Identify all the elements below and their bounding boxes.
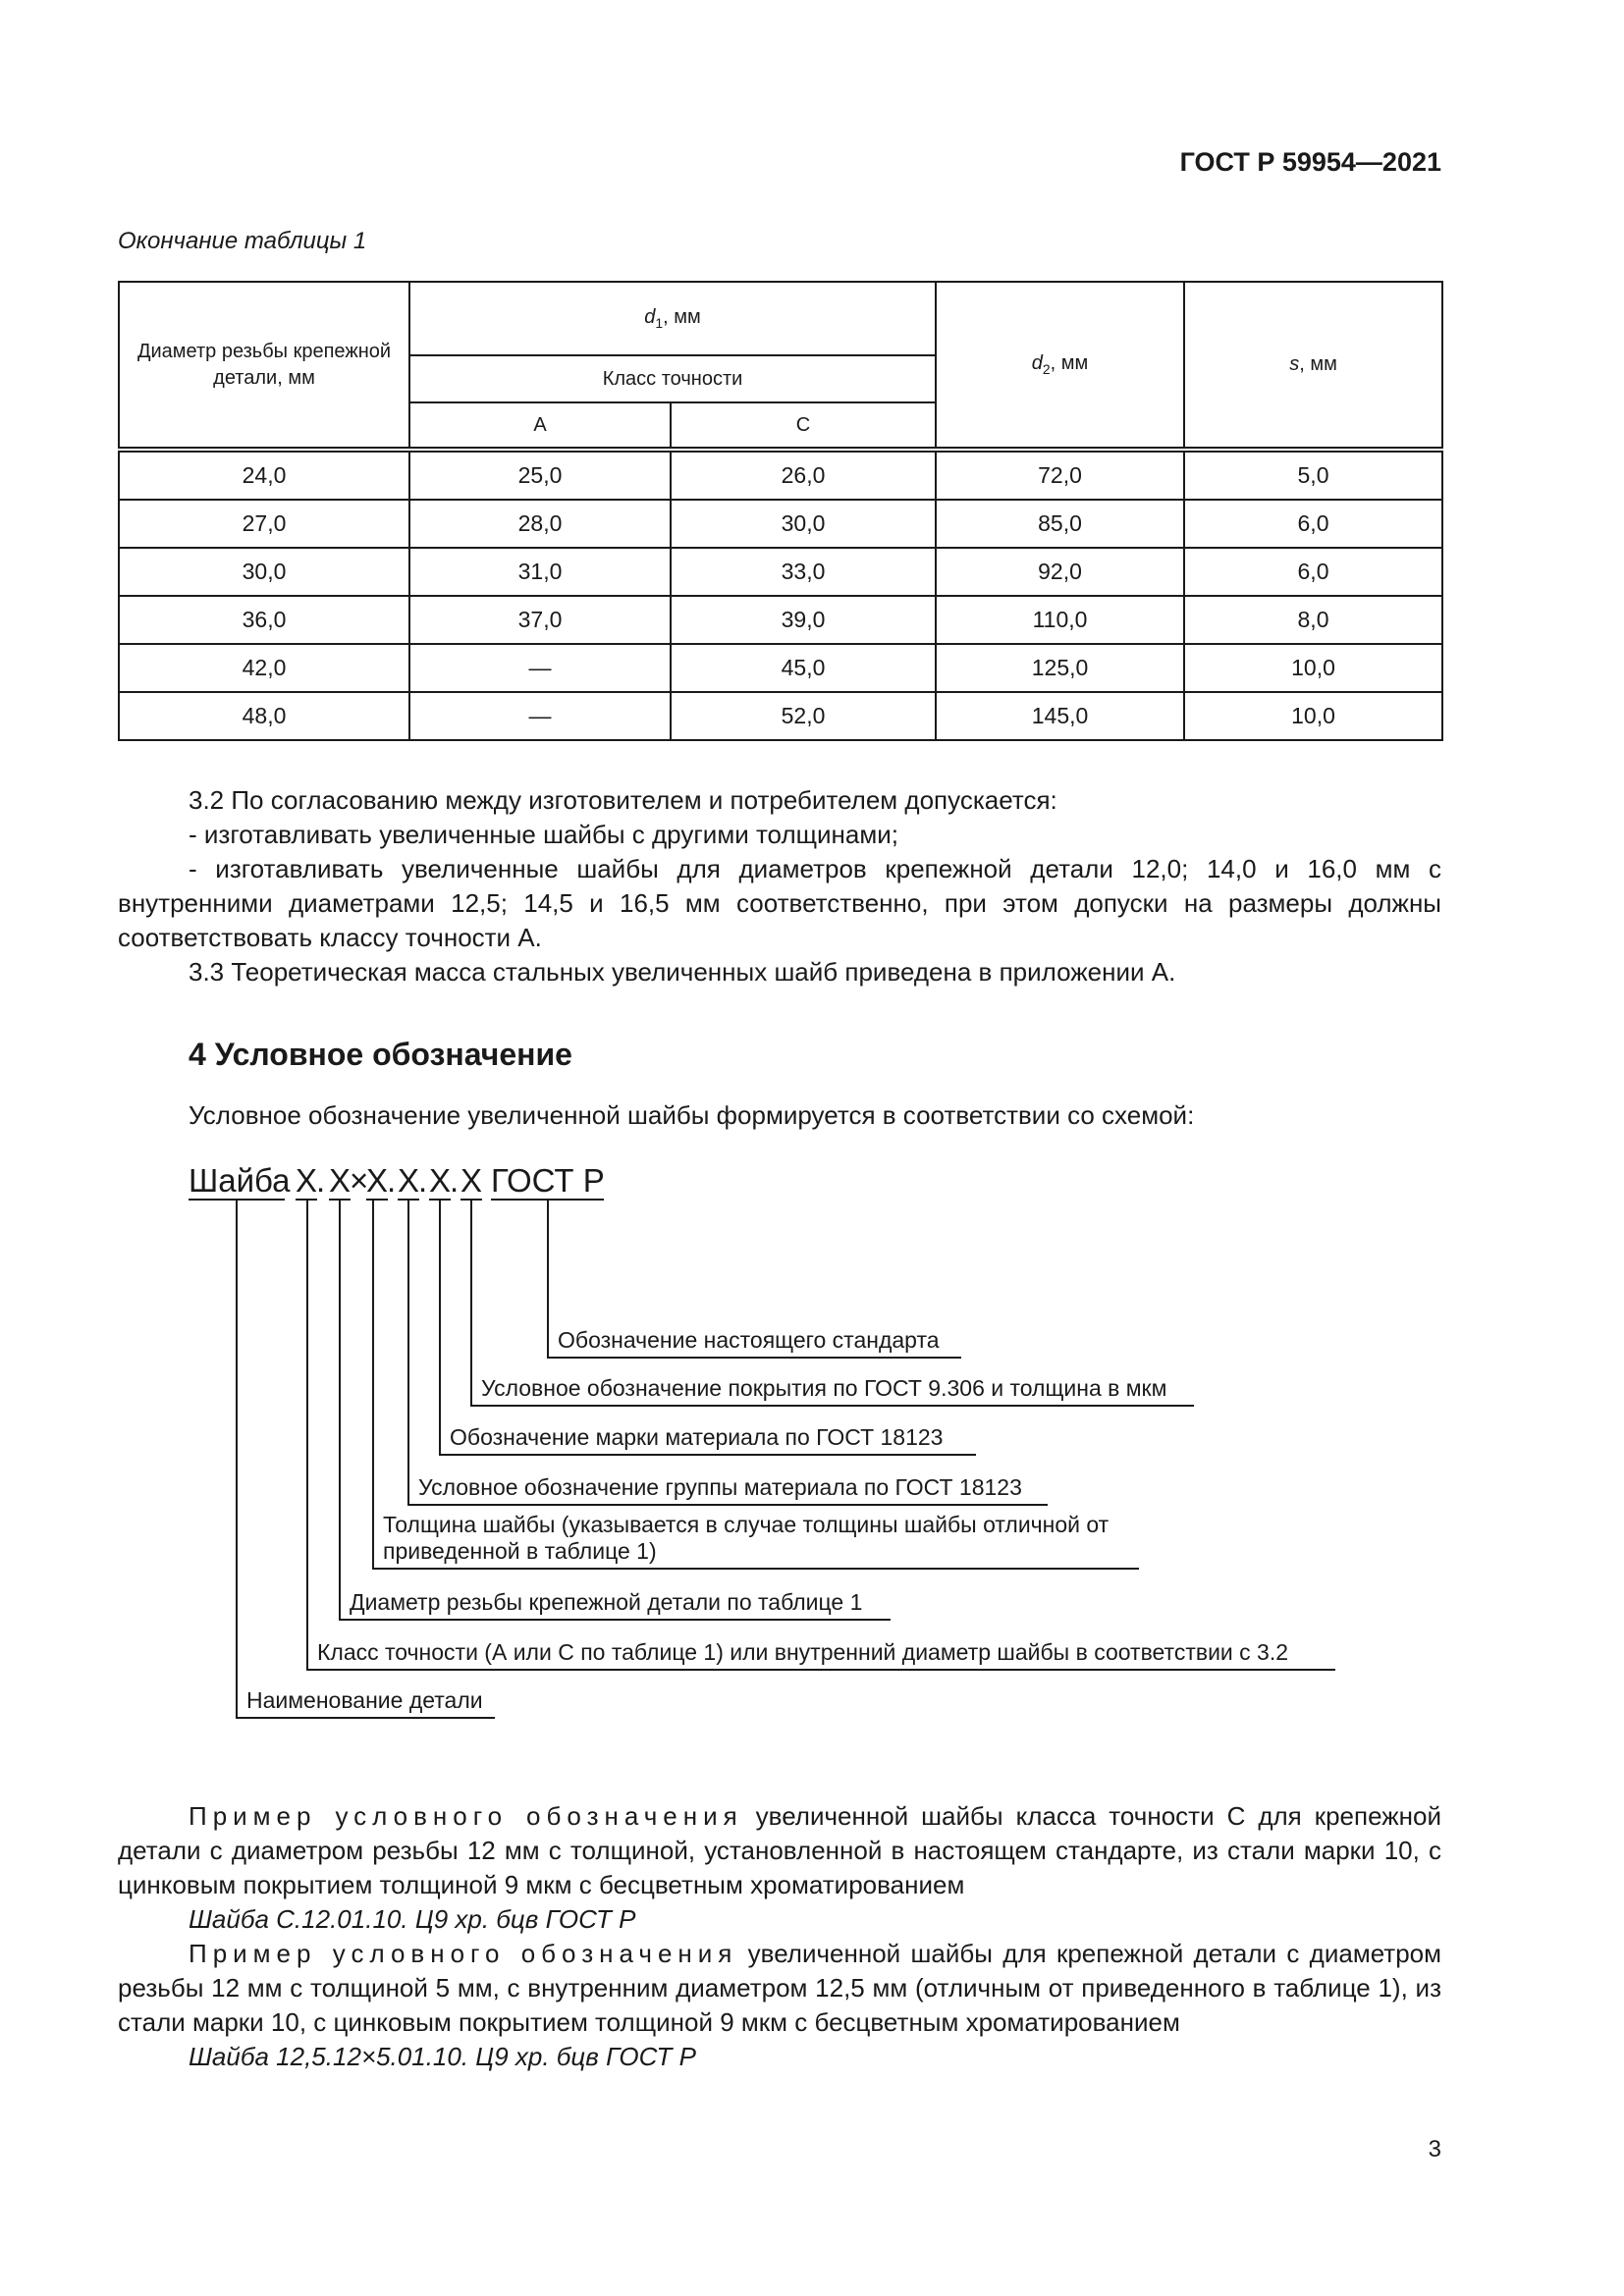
table-cell: 10,0: [1184, 692, 1442, 740]
table-cell: 72,0: [936, 450, 1184, 500]
paragraph-3-3: 3.3 Теоретическая масса стальных увеличенных шайб приведена в приложении А.: [189, 957, 1176, 987]
label-part-name: Наименование детали: [246, 1687, 483, 1713]
page-number: 3: [1428, 2136, 1441, 2163]
formula-dot: .: [450, 1162, 460, 1199]
label-coating: Условное обозначение покрытия по ГОСТ 9.306 и толщина в мкм: [481, 1375, 1167, 1401]
formula-part-4: Х: [398, 1162, 420, 1199]
section-3-text: [118, 783, 1441, 989]
formula-dot: .: [387, 1162, 397, 1199]
paragraph-3-2: 3.2 По согласованию между изготовителем и потребителем допускается:: [189, 785, 1057, 815]
table-1: [118, 281, 1443, 741]
example-2-code: Шайба 12,5.12×5.01.10. Ц9 хр. бцв ГОСТ Р: [189, 2042, 696, 2071]
table-cell: 24,0: [119, 450, 409, 500]
table-cell: 110,0: [936, 596, 1184, 644]
formula-dot: .: [418, 1162, 428, 1199]
table-row: [119, 644, 1442, 692]
formula-part-1: Х: [296, 1162, 318, 1199]
document-code: ГОСТ Р 59954—2021: [1179, 147, 1441, 177]
formula-part-2: Х: [329, 1162, 352, 1199]
label-material-grade: Обозначение марки материала по ГОСТ 18123: [450, 1424, 944, 1450]
bullet-2: - изготавливать увеличенные шайбы для диаметров крепежной детали 12,0; 14,0 и 16,0 мм с внутренними диаметрами 12,5; 14,5 и 16,5 мм соответственно, при этом допуски на размеры должны соответствовать классу точности А.: [118, 854, 1441, 952]
table-cell: 33,0: [671, 548, 936, 596]
label-diameter: Диаметр резьбы крепежной детали по таблице 1: [350, 1589, 863, 1615]
formula-part-5: Х: [429, 1162, 452, 1199]
section-4-intro: Условное обозначение увеличенной шайбы формируется в соответствии со схемой:: [189, 1100, 1195, 1130]
label-standard: Обозначение настоящего стандарта: [558, 1327, 940, 1353]
header-class-c: С: [671, 402, 936, 450]
table-cell: 92,0: [936, 548, 1184, 596]
table-cell: 145,0: [936, 692, 1184, 740]
designation-scheme: [0, 1148, 1624, 1737]
table-cell: 85,0: [936, 500, 1184, 548]
formula-name: Шайба: [189, 1162, 291, 1199]
table-cell: 45,0: [671, 644, 936, 692]
formula-standard: ГОСТ Р: [491, 1162, 605, 1199]
header-s: s, мм: [1184, 282, 1442, 450]
formula-dot: .: [316, 1162, 326, 1199]
table-cell: 48,0: [119, 692, 409, 740]
table-cell: 39,0: [671, 596, 936, 644]
example-2: Пример условного обозначения увеличенной шайбы для крепежной детали с диаметром резьбы 12 мм с толщиной 5 мм, с внутренним диаметром 12,5 мм (отличным от приведенного в таблице 1), из стали марки 10, с цинковым покрытием толщиной 9 мкм с бесцветным хроматированием: [118, 1939, 1442, 2037]
table-cell: 26,0: [671, 450, 936, 500]
bullet-1: - изготавливать увеличенные шайбы с другими толщинами;: [189, 820, 898, 849]
table-row: [119, 500, 1442, 548]
table-cell: 52,0: [671, 692, 936, 740]
table-row: [119, 596, 1442, 644]
header-accuracy-class: Класс точности: [409, 355, 936, 402]
table-cell: 10,0: [1184, 644, 1442, 692]
table-cell: —: [409, 692, 671, 740]
table-cell: 36,0: [119, 596, 409, 644]
header-d2: $d_2$, мм: [936, 282, 1184, 450]
formula-part-3: Х: [366, 1162, 389, 1199]
table-cell: 6,0: [1184, 500, 1442, 548]
formula-part-6: Х: [460, 1162, 483, 1199]
label-accuracy-class: Класс точности (А или С по таблице 1) или внутренний диаметр шайбы в соответствии с 3.2: [317, 1639, 1289, 1665]
header-thread-diameter: Диаметр резьбы крепежной детали, мм: [119, 282, 409, 450]
table-row: [119, 692, 1442, 740]
example-1: Пример условного обозначения увеличенной шайбы класса точности С для крепежной детали с диаметром резьбы 12 мм с толщиной, установленной в настоящем стандарте, из стали марки 10, с цинковым покрытием толщиной 9 мкм с бесцветным хроматированием: [118, 1801, 1441, 1899]
table-row: [119, 548, 1442, 596]
section-4-heading: 4 Условное обозначение: [189, 1037, 572, 1072]
label-material-group: Условное обозначение группы материала по ГОСТ 18123: [418, 1474, 1022, 1500]
table-cell: —: [409, 644, 671, 692]
header-class-a: А: [409, 402, 671, 450]
label-thickness-line-2: приведенной в таблице 1): [383, 1538, 657, 1564]
table-caption: Окончание таблицы 1: [118, 228, 367, 254]
table-cell: 31,0: [409, 548, 671, 596]
table-cell: 30,0: [671, 500, 936, 548]
table-cell: 5,0: [1184, 450, 1442, 500]
example-1-code: Шайба С.12.01.10. Ц9 хр. бцв ГОСТ Р: [189, 1904, 636, 1934]
table-cell: 30,0: [119, 548, 409, 596]
table-cell: 37,0: [409, 596, 671, 644]
formula-times: ×: [350, 1162, 369, 1199]
table-cell: 125,0: [936, 644, 1184, 692]
table-cell: 27,0: [119, 500, 409, 548]
table-cell: 25,0: [409, 450, 671, 500]
table-cell: 6,0: [1184, 548, 1442, 596]
label-thickness-line-1: Толщина шайбы (указывается в случае толщины шайбы отличной от: [383, 1512, 1110, 1537]
table-cell: 42,0: [119, 644, 409, 692]
examples: [118, 1799, 1441, 2074]
header-d1: $d_1$, мм: [409, 282, 936, 355]
table-cell: 8,0: [1184, 596, 1442, 644]
table-row: [119, 450, 1442, 500]
table-cell: 28,0: [409, 500, 671, 548]
